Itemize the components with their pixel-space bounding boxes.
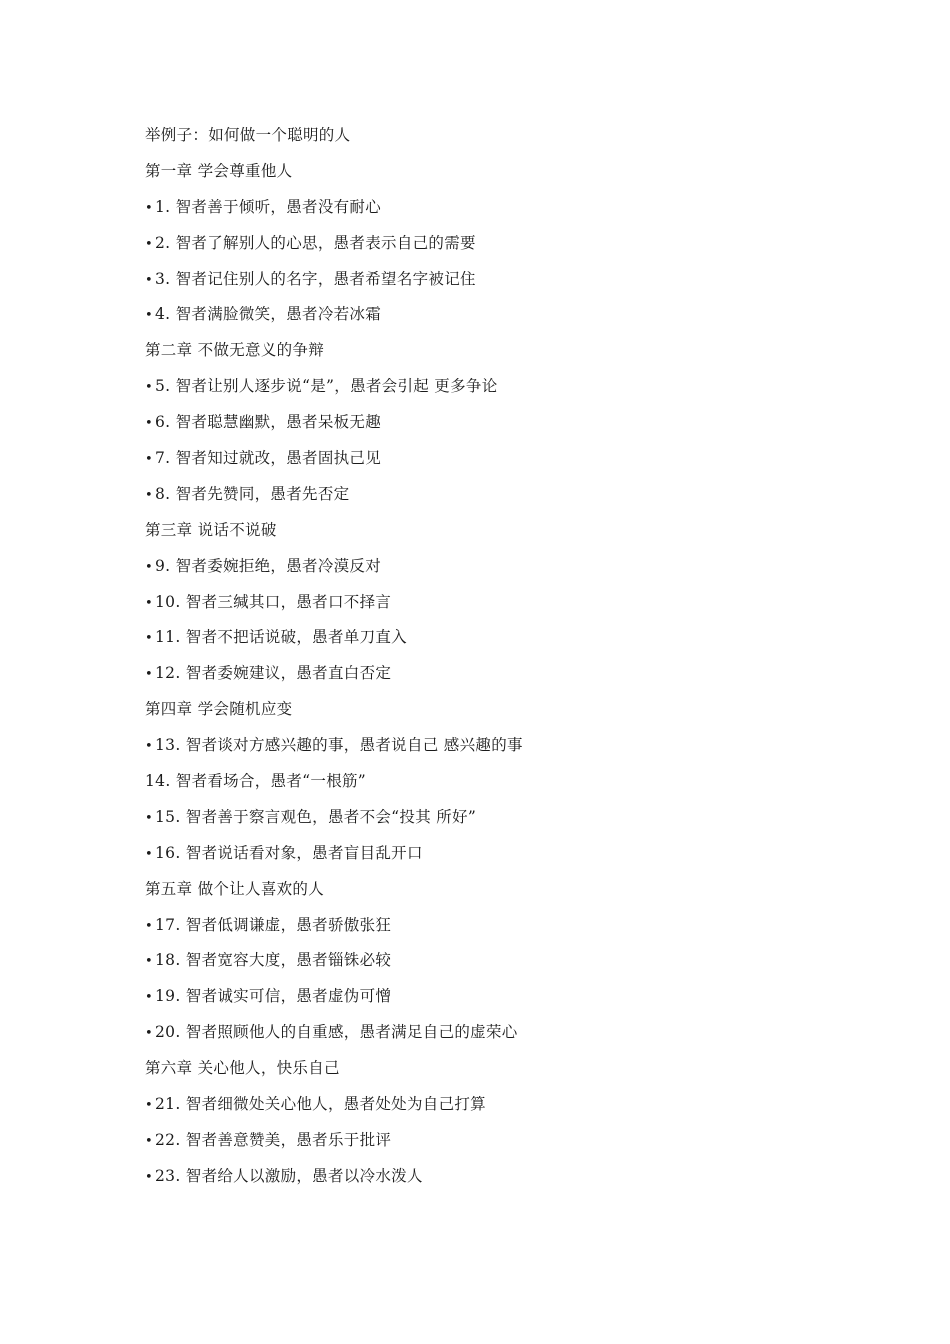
list-item: [145, 943, 865, 979]
bullet-icon: •: [145, 918, 153, 934]
list-item: [145, 297, 865, 333]
bullet-icon: •: [145, 739, 153, 755]
list-item-text: 21. 智者细微处关心他人，愚者处处为自己打算: [155, 1095, 486, 1114]
list-item-text: 6. 智者聪慧幽默，愚者呆板无趣: [155, 413, 382, 432]
list-item-text: 19. 智者诚实可信，愚者虚伪可憎: [155, 987, 392, 1006]
list-item-text: 14. 智者看场合，愚者“一根筋”: [145, 772, 367, 791]
list-item-text: 10. 智者三缄其口，愚者口不择言: [155, 592, 392, 611]
list-item: [145, 405, 865, 441]
bullet-icon: •: [145, 308, 153, 324]
list-item: [145, 1123, 865, 1159]
document-page: [145, 118, 865, 1195]
list-item-text: 17. 智者低调谦虚，愚者骄傲张狂: [155, 915, 392, 934]
chapter-heading: [145, 333, 865, 369]
list-item: [145, 800, 865, 836]
list-item: [145, 979, 865, 1015]
bullet-icon: •: [145, 452, 153, 468]
list-item: [145, 262, 865, 298]
bullet-icon: •: [145, 416, 153, 432]
chapter-heading-text: 第二章 不做无意义的争辩: [145, 341, 325, 360]
bullet-icon: •: [145, 1133, 153, 1149]
bullet-icon: •: [145, 1098, 153, 1114]
bullet-icon: •: [145, 559, 153, 575]
bullet-icon: •: [145, 1169, 153, 1185]
bullet-icon: •: [145, 1026, 153, 1042]
list-item-text: 16. 智者说话看对象，愚者盲目乱开口: [155, 843, 423, 862]
document-title: 举例子：如何做一个聪明的人: [145, 126, 351, 144]
list-item: [145, 728, 865, 764]
list-item-text: 13. 智者谈对方感兴趣的事，愚者说自己 感兴趣的事: [155, 736, 523, 755]
list-item: [145, 441, 865, 477]
list-item: [145, 620, 865, 656]
chapter-heading: [145, 154, 865, 190]
list-item-text: 20. 智者照顾他人的自重感，愚者满足自己的虚荣心: [155, 1023, 518, 1042]
chapter-heading-text: 第六章 关心他人，快乐自己: [145, 1059, 340, 1078]
chapter-heading: [145, 513, 865, 549]
list-item-text: 3. 智者记住别人的名字，愚者希望名字被记住: [155, 269, 476, 288]
list-item: [145, 1159, 865, 1195]
list-item-text: 8. 智者先赞同，愚者先否定: [155, 484, 350, 503]
list-item: [145, 226, 865, 262]
list-item: [145, 908, 865, 944]
bullet-icon: •: [145, 487, 153, 503]
chapter-heading-text: 第五章 做个让人喜欢的人: [145, 879, 325, 898]
list-item-text: 2. 智者了解别人的心思，愚者表示自己的需要: [155, 233, 476, 252]
list-item-text: 12. 智者委婉建议，愚者直白否定: [155, 664, 392, 683]
chapter-heading: [145, 872, 865, 908]
chapter-heading-text: 第四章 学会随机应变: [145, 700, 293, 719]
list-item-text: 11. 智者不把话说破，愚者单刀直入: [155, 628, 407, 647]
list-item: [145, 190, 865, 226]
bullet-icon: •: [145, 954, 153, 970]
list-item-text: 7. 智者知过就改，愚者固执己见: [155, 449, 382, 468]
list-item-text: 5. 智者让别人逐步说“是”，愚者会引起 更多争论: [155, 377, 498, 396]
outline-list: [145, 154, 865, 1195]
bullet-icon: •: [145, 595, 153, 611]
bullet-icon: •: [145, 200, 153, 216]
list-item: [145, 656, 865, 692]
list-item: [145, 764, 865, 800]
list-item-text: 23. 智者给人以激励，愚者以冷水泼人: [155, 1166, 423, 1185]
list-item: [145, 1087, 865, 1123]
list-item: [145, 1015, 865, 1051]
bullet-icon: •: [145, 272, 153, 288]
list-item-text: 9. 智者委婉拒绝，愚者冷漠反对: [155, 556, 382, 575]
list-item: [145, 585, 865, 621]
chapter-heading-text: 第三章 说话不说破: [145, 520, 277, 539]
list-item: [145, 477, 865, 513]
list-item-text: 18. 智者宽容大度，愚者锱铢必较: [155, 951, 392, 970]
list-item-text: 15. 智者善于察言观色，愚者不会“投其 所好”: [155, 807, 477, 826]
list-item: [145, 549, 865, 585]
chapter-heading-text: 第一章 学会尊重他人: [145, 161, 293, 180]
list-item: [145, 836, 865, 872]
bullet-icon: •: [145, 631, 153, 647]
bullet-icon: •: [145, 990, 153, 1006]
chapter-heading: [145, 1051, 865, 1087]
chapter-heading: [145, 692, 865, 728]
list-item-text: 22. 智者善意赞美，愚者乐于批评: [155, 1130, 392, 1149]
list-item-text: 1. 智者善于倾听，愚者没有耐心: [155, 197, 382, 216]
bullet-icon: •: [145, 667, 153, 683]
bullet-icon: •: [145, 380, 153, 396]
bullet-icon: •: [145, 810, 153, 826]
bullet-icon: •: [145, 236, 153, 252]
list-item-text: 4. 智者满脸微笑，愚者冷若冰霜: [155, 305, 382, 324]
list-item: [145, 369, 865, 405]
bullet-icon: •: [145, 846, 153, 862]
